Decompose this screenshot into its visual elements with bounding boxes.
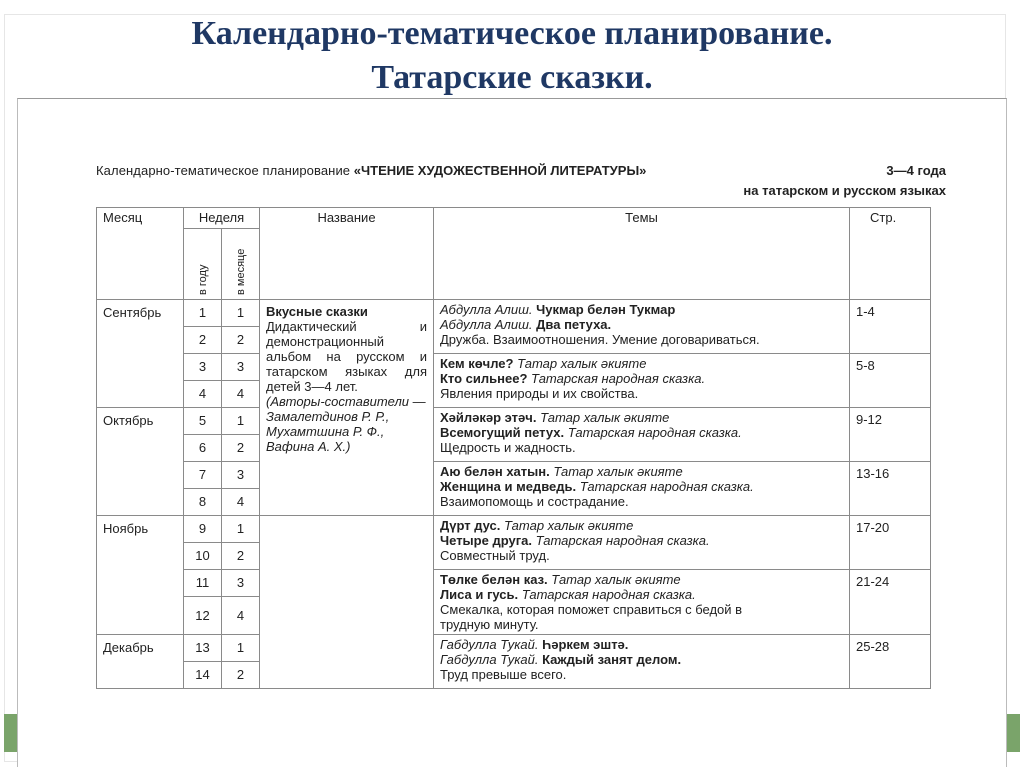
week-in-year-cell: 14 <box>184 662 222 689</box>
week-in-month-cell: 2 <box>222 662 260 689</box>
theme-cell: Кем көчле? Татар халык әкияте Кто сильнее? Татарская народная сказка. Явления природы и их свойства. <box>434 354 850 408</box>
header-week-in-year: в году <box>184 229 222 300</box>
week-in-year-cell: 10 <box>184 543 222 570</box>
theme-cell: Габдулла Тукай. Һәркем эштә. Габдулла Тукай. Каждый занят делом. Труд превыше всего. <box>434 635 850 689</box>
book-authors: (Авторы-составители — Замалетдинов Р. Р., Мухамтшина Р. Ф., Вафина А. Х.) <box>266 394 426 454</box>
accent-bar-right <box>1006 714 1020 752</box>
week-in-year-cell: 12 <box>184 597 222 635</box>
pages-cell: 13-16 <box>850 462 931 516</box>
week-in-month-cell: 2 <box>222 543 260 570</box>
week-in-month-cell: 3 <box>222 354 260 381</box>
week-in-month-cell: 4 <box>222 489 260 516</box>
header-themes: Темы <box>434 208 850 300</box>
title-cell <box>260 300 434 516</box>
week-in-year-cell: 11 <box>184 570 222 597</box>
accent-bar-left <box>4 714 18 752</box>
week-in-month-cell: 1 <box>222 516 260 543</box>
week-in-month-cell: 4 <box>222 597 260 635</box>
week-in-year-cell: 1 <box>184 300 222 327</box>
week-in-month-cell: 3 <box>222 570 260 597</box>
theme-cell: Абдулла Алиш. Чукмар белән Тукмар Абдулла Алиш. Два петуха. Дружба. Взаимоотношения. Умение договариваться. <box>434 300 850 354</box>
month-cell: Ноябрь <box>97 516 184 635</box>
table-row <box>97 570 931 597</box>
table-header-row <box>97 208 931 229</box>
week-in-month-cell: 3 <box>222 462 260 489</box>
heading-subject: «ЧТЕНИЕ ХУДОЖЕСТВЕННОЙ ЛИТЕРАТУРЫ» <box>353 163 647 178</box>
plan-table <box>96 207 931 689</box>
week-in-year-cell: 4 <box>184 381 222 408</box>
week-in-year-cell: 6 <box>184 435 222 462</box>
theme-cell: Төлке белән каз. Татар халык әкияте Лиса и гусь. Татарская народная сказка. Смекалка, которая поможет справиться с бедой в трудную минуту. <box>434 570 850 635</box>
pages-cell: 25-28 <box>850 635 931 689</box>
month-cell: Октябрь <box>97 408 184 516</box>
week-in-year-cell: 2 <box>184 327 222 354</box>
week-in-month-cell: 2 <box>222 327 260 354</box>
week-in-year-cell: 5 <box>184 408 222 435</box>
header-month: Месяц <box>97 208 184 300</box>
table-row <box>97 462 931 489</box>
heading-age: 3—4 года <box>886 163 946 178</box>
header-page: Стр. <box>850 208 931 300</box>
week-in-year-cell: 7 <box>184 462 222 489</box>
slide-title-line-1: Календарно-тематическое планирование. <box>191 15 833 52</box>
week-in-month-cell: 4 <box>222 381 260 408</box>
heading-language: на татарском и русском языках <box>743 183 946 198</box>
header-week: Неделя <box>184 208 260 229</box>
pages-cell: 9-12 <box>850 408 931 462</box>
week-in-year-cell: 3 <box>184 354 222 381</box>
week-in-month-cell: 1 <box>222 408 260 435</box>
document-heading <box>96 163 946 198</box>
book-title: Вкусные сказки <box>266 304 368 319</box>
pages-cell: 21-24 <box>850 570 931 635</box>
theme-cell: Дүрт дус. Татар халык әкияте Четыре друга. Татарская народная сказка. Совместный труд. <box>434 516 850 570</box>
week-in-year-cell: 9 <box>184 516 222 543</box>
table-row <box>97 300 931 327</box>
table-row <box>97 635 931 662</box>
title-cell-empty <box>260 516 434 689</box>
pages-cell: 5-8 <box>850 354 931 408</box>
theme-cell: Хәйләкәр этәч. Татар халык әкияте Всемогущий петух. Татарская народная сказка. Щедрость и жадность. <box>434 408 850 462</box>
week-in-month-cell: 2 <box>222 435 260 462</box>
table-row <box>97 408 931 435</box>
book-description: Дидактический и демонстрационный альбом на русском и татарском языках для детей 3—4 лет. <box>266 319 427 394</box>
table-row <box>97 354 931 381</box>
week-in-month-cell: 1 <box>222 635 260 662</box>
month-cell: Сентябрь <box>97 300 184 408</box>
header-title: Название <box>260 208 434 300</box>
pages-cell: 1-4 <box>850 300 931 354</box>
heading-lead: Календарно-тематическое планирование <box>96 163 351 178</box>
table-row <box>97 516 931 543</box>
theme-cell: Аю белән хатын. Татар халык әкияте Женщина и медведь. Татарская народная сказка. Взаимопомощь и сострадание. <box>434 462 850 516</box>
week-in-year-cell: 13 <box>184 635 222 662</box>
header-week-in-month: в месяце <box>222 229 260 300</box>
slide-title <box>0 12 1024 100</box>
week-in-month-cell: 1 <box>222 300 260 327</box>
week-in-year-cell: 8 <box>184 489 222 516</box>
slide-title-line-2: Татарские сказки. <box>371 59 653 96</box>
scanned-document <box>17 98 1007 767</box>
pages-cell: 17-20 <box>850 516 931 570</box>
month-cell: Декабрь <box>97 635 184 689</box>
